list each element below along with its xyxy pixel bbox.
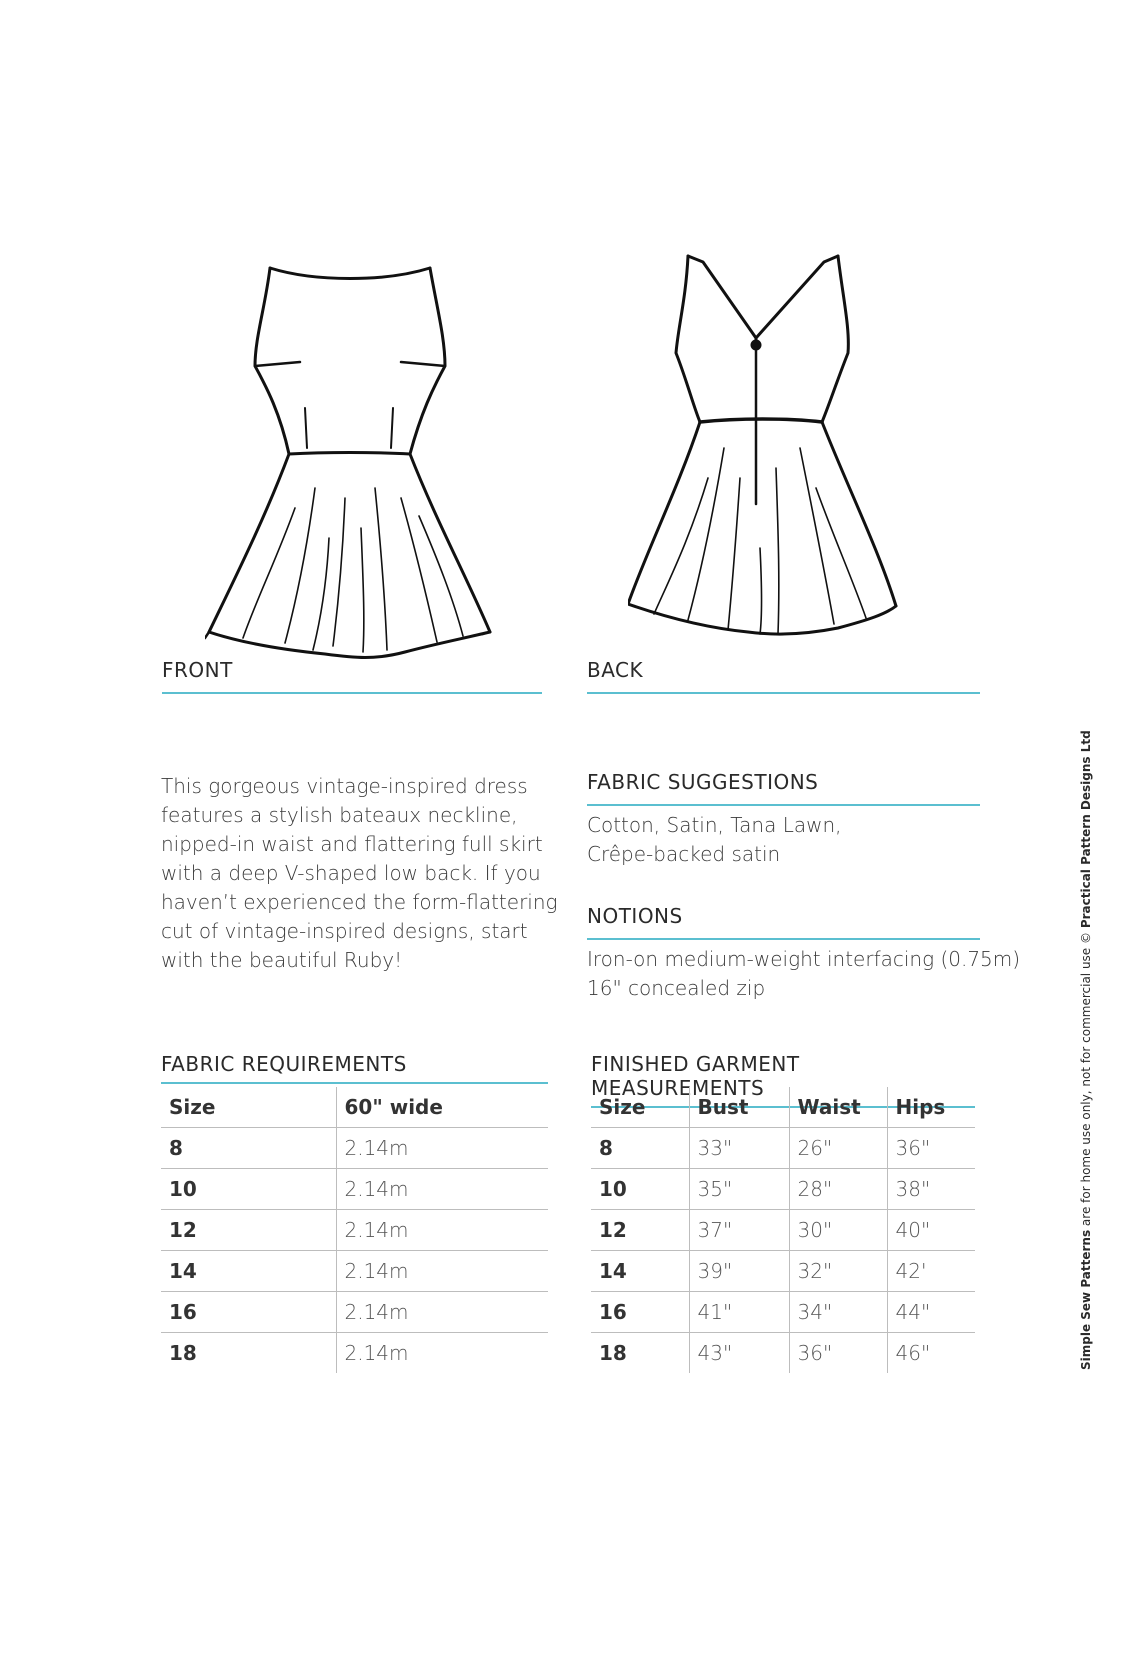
yardage-cell: 2.14m (336, 1251, 548, 1292)
description-line: with the beautiful Ruby! (161, 948, 403, 972)
size-cell: 18 (169, 1341, 197, 1365)
hips-cell: 36" (887, 1128, 975, 1169)
bust-cell: 41" (689, 1292, 789, 1333)
notions-text (587, 945, 1027, 1003)
usage-notice: are for home use only, not for commercial use (1079, 944, 1093, 1230)
bust-cell: 39" (689, 1251, 789, 1292)
waist-cell: 30" (789, 1210, 887, 1251)
finished-measurements-heading: FINISHED GARMENT MEASUREMENTS (591, 1052, 975, 1108)
bust-cell: 35" (689, 1169, 789, 1210)
yardage-cell: 2.14m (336, 1292, 548, 1333)
company-name: Practical Pattern Designs Ltd (1079, 730, 1093, 929)
hips-cell: 40" (887, 1210, 975, 1251)
waist-cell: 26" (789, 1128, 887, 1169)
back-label: BACK (587, 658, 980, 694)
size-cell: 16 (591, 1292, 689, 1333)
yardage-cell: 2.14m (336, 1128, 548, 1169)
finished-measurements-table (591, 1087, 975, 1373)
table-row (161, 1128, 548, 1169)
bust-cell: 37" (689, 1210, 789, 1251)
front-dress-illustration (205, 248, 495, 668)
size-cell: 8 (591, 1128, 689, 1169)
fabric-suggestion-line: Crêpe-backed satin (587, 842, 781, 866)
hips-cell: 38" (887, 1169, 975, 1210)
description-line: features a stylish bateaux neckline, (161, 803, 518, 827)
yardage-cell: 2.14m (336, 1333, 548, 1374)
size-cell: 8 (161, 1128, 336, 1169)
fabric-requirements-heading: FABRIC REQUIREMENTS (161, 1052, 548, 1084)
yardage-cell: 2.14m (336, 1210, 548, 1251)
notion-line: Iron-on medium-weight interfacing (0.75m) (587, 947, 1021, 971)
description-line: haven’t experienced the form-flattering (161, 890, 558, 914)
size-cell: 18 (599, 1341, 627, 1365)
description-line: cut of vintage-inspired designs, start (161, 919, 528, 943)
bust-cell: 33" (689, 1128, 789, 1169)
size-cell: 12 (161, 1210, 336, 1251)
fabric-suggestions-heading: FABRIC SUGGESTIONS (587, 770, 980, 806)
table-header-row (591, 1087, 975, 1128)
brand-name: Simple Sew Patterns (1079, 1229, 1093, 1370)
column-header: Size (161, 1087, 336, 1128)
notions-heading: NOTIONS (587, 904, 980, 940)
table-row (161, 1169, 548, 1210)
size-cell: 10 (591, 1169, 689, 1210)
hips-cell: 44" (887, 1292, 975, 1333)
column-header: Size (591, 1087, 689, 1128)
waist-cell: 34" (789, 1292, 887, 1333)
copyright-notice (1079, 730, 1093, 1370)
table-row (161, 1333, 548, 1374)
hips-cell: 46" (887, 1333, 975, 1374)
table-row (161, 1292, 548, 1333)
notion-line: 16" concealed zip (587, 976, 766, 1000)
size-cell: 14 (591, 1251, 689, 1292)
table-row (591, 1210, 975, 1251)
table-row (591, 1292, 975, 1333)
back-dress-illustration (628, 248, 928, 668)
column-header: Waist (789, 1087, 887, 1128)
size-cell: 14 (161, 1251, 336, 1292)
column-header: 60" wide (336, 1087, 548, 1128)
table-header-row (161, 1087, 548, 1128)
description (161, 772, 561, 975)
table-row (161, 1251, 548, 1292)
table-row (591, 1333, 975, 1374)
table-row (161, 1210, 548, 1251)
table-row (591, 1169, 975, 1210)
size-cell: 16 (161, 1292, 336, 1333)
fabric-suggestion-line: Cotton, Satin, Tana Lawn, (587, 813, 842, 837)
size-cell: 12 (591, 1210, 689, 1251)
yardage-cell: 2.14m (336, 1169, 548, 1210)
table-row (591, 1128, 975, 1169)
waist-cell: 32" (789, 1251, 887, 1292)
waist-cell: 36" (789, 1333, 887, 1374)
front-label: FRONT (162, 658, 542, 694)
description-line: This gorgeous vintage-inspired dress (161, 774, 528, 798)
table-row (591, 1251, 975, 1292)
fabric-suggestions-text (587, 811, 1007, 869)
column-header: Hips (887, 1087, 975, 1128)
description-line: nipped-in waist and flattering full skirt (161, 832, 543, 856)
description-line: with a deep V-shaped low back. If you (161, 861, 541, 885)
copyright-icon: © (1079, 932, 1093, 944)
column-header: Bust (689, 1087, 789, 1128)
bust-cell: 43" (689, 1333, 789, 1374)
size-cell: 10 (161, 1169, 336, 1210)
waist-cell: 28" (789, 1169, 887, 1210)
fabric-requirements-table (161, 1087, 548, 1373)
hips-cell: 42' (887, 1251, 975, 1292)
